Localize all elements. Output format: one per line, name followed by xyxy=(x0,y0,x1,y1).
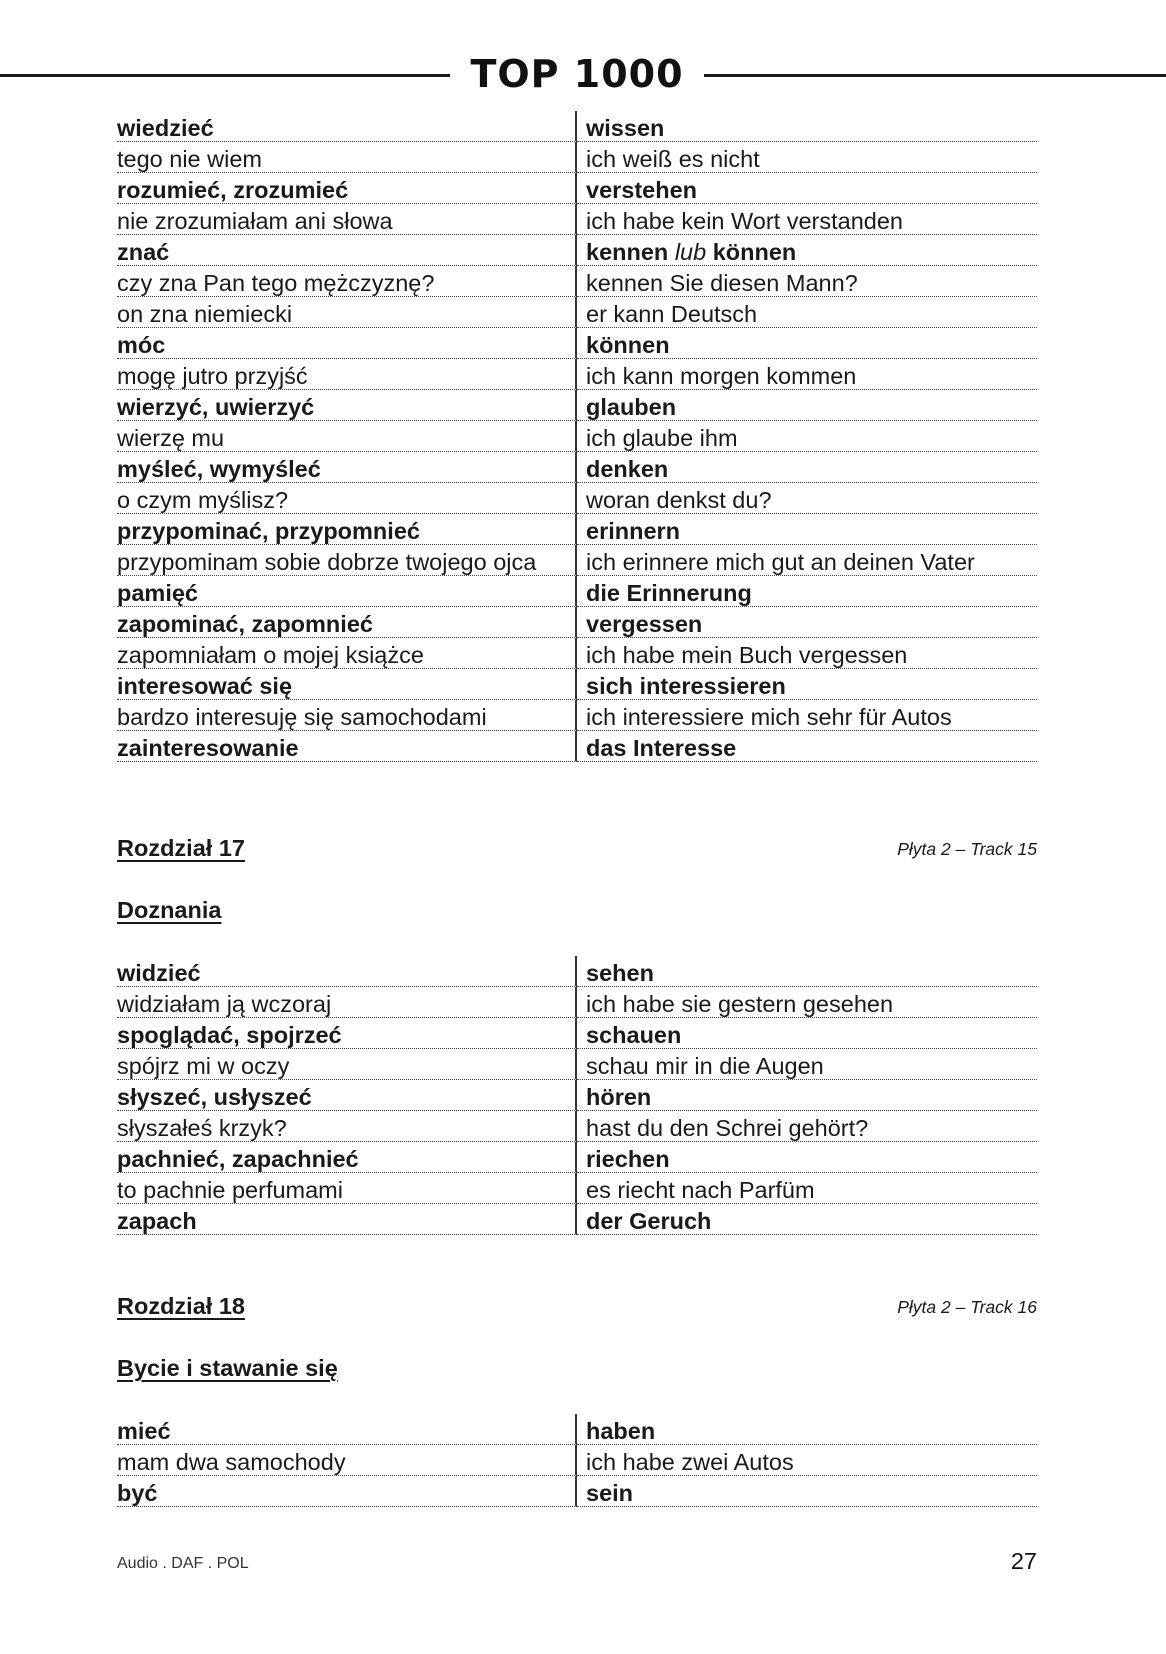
vocab-table-chapter-18 xyxy=(117,1414,1037,1507)
polish-term: rozumieć, zrozumieć xyxy=(117,173,577,204)
polish-term: myśleć, wymyśleć xyxy=(117,452,577,483)
vocab-row xyxy=(117,452,1037,483)
vocab-row xyxy=(117,204,1037,235)
audio-track-reference: Płyta 2 – Track 16 xyxy=(897,1297,1037,1317)
vocab-row xyxy=(117,173,1037,204)
german-term: die Erinnerung xyxy=(577,576,1037,607)
german-term: es riecht nach Parfüm xyxy=(577,1173,1037,1204)
polish-term: widziałam ją wczoraj xyxy=(117,987,577,1018)
vocab-row xyxy=(117,1018,1037,1049)
vocab-row xyxy=(117,297,1037,328)
polish-term: zapominać, zapomnieć xyxy=(117,607,577,638)
polish-term: o czym myślisz? xyxy=(117,483,577,514)
polish-term: pachnieć, zapachnieć xyxy=(117,1142,577,1173)
vocab-row xyxy=(117,669,1037,700)
polish-term: wiedzieć xyxy=(117,111,577,142)
german-term: ich interessiere mich sehr für Autos xyxy=(577,700,1037,731)
vocab-table-section-1 xyxy=(117,111,1037,762)
polish-term: pamięć xyxy=(117,576,577,607)
vocab-row xyxy=(117,1173,1037,1204)
polish-term: zainteresowanie xyxy=(117,731,577,762)
german-term: ich habe zwei Autos xyxy=(577,1445,1037,1476)
polish-term: przypominam sobie dobrze twojego ojca xyxy=(117,545,577,576)
german-term: glauben xyxy=(577,390,1037,421)
page-header xyxy=(0,52,1166,96)
polish-term: mieć xyxy=(117,1414,577,1445)
vocab-row xyxy=(117,514,1037,545)
vocab-row xyxy=(117,731,1037,762)
vocab-table-chapter-17 xyxy=(117,956,1037,1235)
german-term: hören xyxy=(577,1080,1037,1111)
polish-term: bardzo interesuję się samochodami xyxy=(117,700,577,731)
footer-source: Audio . DAF . POL xyxy=(117,1555,249,1572)
german-term: denken xyxy=(577,452,1037,483)
german-term: ich weiß es nicht xyxy=(577,142,1037,173)
conjunction-lub: lub xyxy=(674,239,707,265)
polish-term: widzieć xyxy=(117,956,577,987)
german-term-part-a: kennen xyxy=(586,239,669,265)
vocab-row xyxy=(117,956,1037,987)
polish-term: móc xyxy=(117,328,577,359)
vocab-row xyxy=(117,1080,1037,1111)
chapter-title: Rozdział 17 xyxy=(117,835,245,861)
german-term: woran denkst du? xyxy=(577,483,1037,514)
german-term: kennen Sie diesen Mann? xyxy=(577,266,1037,297)
german-term: schauen xyxy=(577,1018,1037,1049)
german-term: sich interessieren xyxy=(577,669,1037,700)
german-term: er kann Deutsch xyxy=(577,297,1037,328)
vocab-row xyxy=(117,607,1037,638)
chapter-18-heading xyxy=(117,1290,1037,1322)
vocab-row xyxy=(117,545,1037,576)
polish-term: zapach xyxy=(117,1204,577,1235)
vocab-row xyxy=(117,390,1037,421)
german-term: vergessen xyxy=(577,607,1037,638)
german-term: haben xyxy=(577,1414,1037,1445)
header-rule-left xyxy=(0,74,450,77)
polish-term: tego nie wiem xyxy=(117,142,577,173)
vocab-row xyxy=(117,1142,1037,1173)
vocab-row xyxy=(117,576,1037,607)
polish-term: czy zna Pan tego mężczyznę? xyxy=(117,266,577,297)
vocab-row xyxy=(117,421,1037,452)
polish-term: spoglądać, spojrzeć xyxy=(117,1018,577,1049)
german-term: der Geruch xyxy=(577,1204,1037,1235)
german-term: können xyxy=(577,328,1037,359)
chapter-subtitle: Doznania xyxy=(117,897,222,923)
german-term: das Interesse xyxy=(577,731,1037,762)
vocab-row xyxy=(117,328,1037,359)
vocab-row xyxy=(117,638,1037,669)
vocab-row xyxy=(117,483,1037,514)
german-term: ich kann morgen kommen xyxy=(577,359,1037,390)
vocab-row xyxy=(117,1111,1037,1142)
german-term: hast du den Schrei gehört? xyxy=(577,1111,1037,1142)
vocab-row xyxy=(117,987,1037,1018)
polish-term: wierzę mu xyxy=(117,421,577,452)
german-term: ich erinnere mich gut an deinen Vater xyxy=(577,545,1037,576)
vocab-row xyxy=(117,142,1037,173)
chapter-17-heading xyxy=(117,832,1037,864)
german-term: sein xyxy=(577,1476,1037,1507)
german-term: ich glaube ihm xyxy=(577,421,1037,452)
polish-term: słyszeć, usłyszeć xyxy=(117,1080,577,1111)
polish-term: to pachnie perfumami xyxy=(117,1173,577,1204)
header-rule-right xyxy=(704,74,1166,77)
polish-term: on zna niemiecki xyxy=(117,297,577,328)
german-term: ich habe sie gestern gesehen xyxy=(577,987,1037,1018)
vocab-row xyxy=(117,111,1037,142)
german-term xyxy=(577,235,1037,266)
vocab-row xyxy=(117,235,1037,266)
page-title: TOP 1000 xyxy=(470,52,684,96)
chapter-title: Rozdział 18 xyxy=(117,1293,245,1319)
audio-track-reference: Płyta 2 – Track 15 xyxy=(897,839,1037,859)
polish-term: przypominać, przypomnieć xyxy=(117,514,577,545)
vocab-row xyxy=(117,1476,1037,1507)
page-number: 27 xyxy=(1010,1548,1037,1574)
vocab-row xyxy=(117,700,1037,731)
polish-term: znać xyxy=(117,235,577,266)
polish-term: być xyxy=(117,1476,577,1507)
vocab-row xyxy=(117,1204,1037,1235)
chapter-subtitle: Bycie i stawanie się xyxy=(117,1355,338,1381)
polish-term: zapomniałam o mojej książce xyxy=(117,638,577,669)
german-term-part-b: können xyxy=(712,239,797,265)
polish-term: nie zrozumiałam ani słowa xyxy=(117,204,577,235)
german-term: riechen xyxy=(577,1142,1037,1173)
vocab-row xyxy=(117,359,1037,390)
german-term: erinnern xyxy=(577,514,1037,545)
polish-term: mam dwa samochody xyxy=(117,1445,577,1476)
german-term: verstehen xyxy=(577,173,1037,204)
vocab-row xyxy=(117,1445,1037,1476)
polish-term: interesować się xyxy=(117,669,577,700)
polish-term: spójrz mi w oczy xyxy=(117,1049,577,1080)
vocab-row xyxy=(117,1414,1037,1445)
german-term: wissen xyxy=(577,111,1037,142)
german-term: ich habe mein Buch vergessen xyxy=(577,638,1037,669)
vocab-row xyxy=(117,266,1037,297)
polish-term: wierzyć, uwierzyć xyxy=(117,390,577,421)
german-term: sehen xyxy=(577,956,1037,987)
german-term: ich habe kein Wort verstanden xyxy=(577,204,1037,235)
polish-term: słyszałeś krzyk? xyxy=(117,1111,577,1142)
vocab-row xyxy=(117,1049,1037,1080)
german-term: schau mir in die Augen xyxy=(577,1049,1037,1080)
polish-term: mogę jutro przyjść xyxy=(117,359,577,390)
